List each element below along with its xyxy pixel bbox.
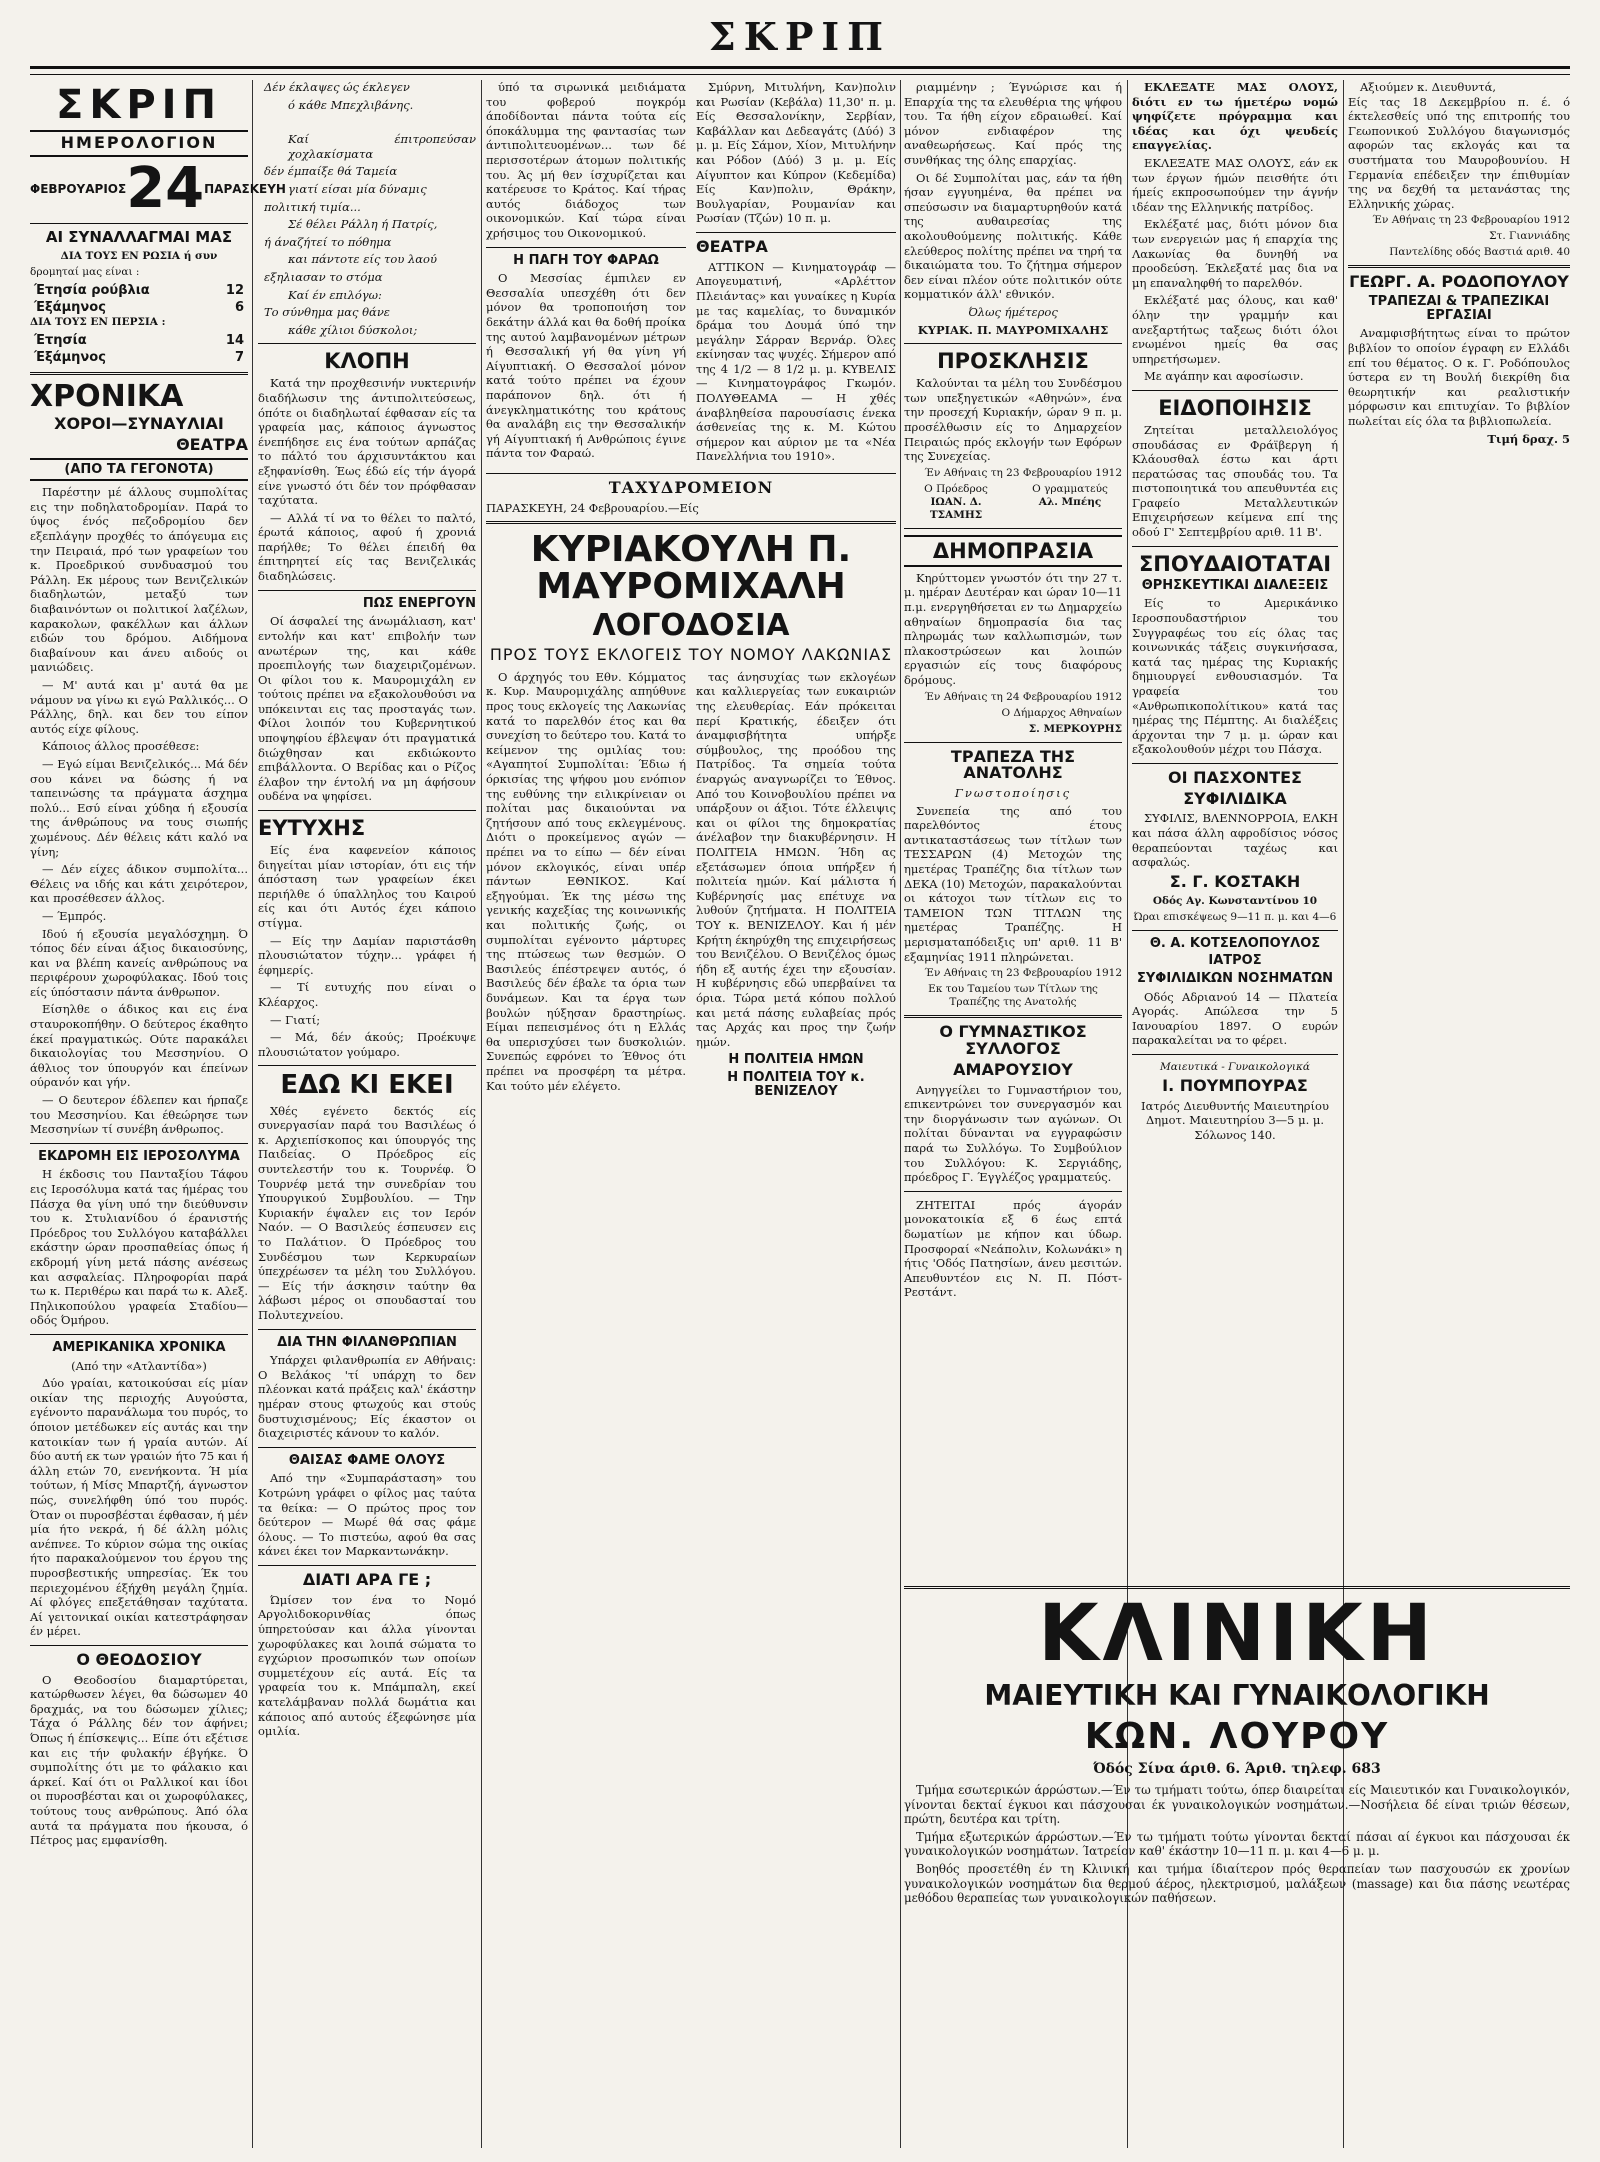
- divider: [30, 1334, 248, 1335]
- pomp-head: Μαιευτικά - Γυναικολογικά: [1160, 1060, 1310, 1073]
- headline-syfil: ΣΥΦΙΛΙΔΙΚΑ: [1183, 788, 1287, 808]
- logo-sub: ΗΜΕΡΟΛΟΓΙΟΝ: [30, 130, 248, 157]
- article-paragraph: Είς ένα καφενείον κάποιος διηγείται μίαν ιστορίαν, ότι εις τήν άπόσταση των γραφείων έκει περιήλθε ό ύπαλληλος του Καιρού είς και ότι Αυτός έχει κάποιο στίγμα.: [258, 843, 476, 931]
- column-divider: [481, 80, 482, 2148]
- poem-line: ή άναζήτεί το πόθημα: [264, 234, 392, 249]
- sub-column: [486, 80, 686, 467]
- article-paragraph: Είσηλθε ο άδικος και εις ένα σταυροκοπήθην. Ο δεύτερος έκαθητο έκεί πραγματικώς. Ούτε παρακάλει δικαιολογίας του Μεσσηνίου. Ο άθλιος τον ύπουργόν και έπείνων ούρανόν και γήν.: [30, 1002, 248, 1090]
- logo: ΣΚΡΙΠ: [56, 82, 222, 128]
- column-2: [258, 80, 476, 2148]
- headline-kots: Θ. Α. ΚΟΤΣΕΛΟΠΟΥΛΟΣ: [1149, 935, 1321, 951]
- divider: [904, 742, 1122, 743]
- headline-tachy: ΤΑΧΥΔΡΟΜΕΙΟΝ: [608, 478, 774, 498]
- day-number: 24: [126, 155, 205, 221]
- headline-eido: ΕΙΔΟΠΟΙΗΣΙΣ: [1158, 395, 1312, 420]
- article-paragraph: — Γιατί;: [270, 1012, 321, 1027]
- article-paragraph: Κατά την προχθεσινήν νυκτερινήν διαδήλωσιν της άντιπολιτεύσεως, όπότε οι διαδηλωταί έφθασαν είς τα γραφεία μας, κάποιος άγνωστος ένεπήδησε εις ένα τούτων αρπάζας το πάλτό του άρχισυντάκτου και εξηφανίσθη. Έως έδώ είς τήν άγορά είνε γνωστό ότι δέν τον πρόφθασαν ταχύτατα.: [258, 376, 476, 508]
- article-paragraph: Οδός Αδριανού 14 — Πλατεία Αγοράς. Απώλεσα την 5 Ιανουαρίου 1897. Ο ευρών παρακαλείται να το φέρει.: [1132, 989, 1338, 1048]
- headline-logodosia: ΛΟΓΟΔΟΣΙΑ: [592, 607, 790, 643]
- headline-gym: Ο ΓΥΜΝΑΣΤΙΚΟΣ ΣΥΛΛΟΓΟΣ: [939, 1022, 1087, 1059]
- headline-geor: ΓΕΩΡΓ. Α. ΡΟΔΟΠΟΥΛΟΥ: [1349, 272, 1569, 292]
- divider: [30, 223, 248, 224]
- headline-theodosiou: Ο ΘΕΟΔΟΣΙΟΥ: [76, 1649, 202, 1669]
- divider: [904, 528, 1122, 529]
- article-paragraph: Είς το Αμερικάνικο Ιεροσπουδαστήριον του Συγγραφέως του είς όλας τας κοινωνικάς τάξεις συγκινήσασα, κατά τας ημέρας της Κυριακής δημιουργεί ενθουσιασμόν. Τα γραφεία του «Ανθρωπικοπολίτικου» κατά τας ημέρας της Πέμπτης. Αι διαλέξεις άρχονται την 7 μ. μ. ώραν και εξακολουθούν μέχρι του Πάσχα.: [1132, 596, 1338, 757]
- headline-pros: ΠΡΟΣ ΤΟΥΣ ΕΚΛΟΓΕΙΣ ΤΟΥ ΝΟΜΟΥ ΛΑΚΩΝΙΑΣ: [489, 644, 893, 664]
- signature-name: ΚΥΡΙΑΚ. Π. ΜΑΥΡΟΜΙΧΑΛΗΣ: [917, 322, 1109, 337]
- poem-line: Το σύνθημα μας θάνε: [264, 305, 390, 320]
- article-paragraph: Οί άσφαλεί της άνωμάλιαση, κατ' εντολήν και κατ' επιβολήν των ανωτέρων της, και κάθε προεπιλογής των διαχειριζομένων. Οι φίλοι του κ. Μαυρομιχάλη εν τούτοις πρέπει να εξακολουθούσι να υπόκεινται εις τας προσταγάς των. Φίλοι λοιπόν του Κυβερνητικού υποψηφίου έβλεψαν ότι πραγματικά διώχθησαν και εκδιώκοντο επιβάλλοντα. Ο Βερίδας και ο Ρίζος έλαβον την έντολή να μη άφήσουν ουδένα να ψηφίσει.: [258, 614, 476, 804]
- rate-value: 14: [225, 332, 244, 348]
- clinic-ad: [904, 1580, 1570, 1909]
- divider: [258, 1329, 476, 1330]
- rate-label: Έξάμηνος: [34, 299, 106, 315]
- rate-row: [30, 349, 248, 366]
- headline-spoud: ΣΠΟΥΔΑΙΟΤΑΤΑΙ: [1138, 551, 1332, 576]
- sig-name: ΙΩΑΝ. Δ. ΤΣΑΜΗΣ: [929, 495, 983, 521]
- sub-column: [696, 670, 896, 1102]
- subhead-venizelou: Η ΠΟΛΙΤΕΙΑ ΤΟΥ κ. ΒΕΝΙΖΕΛΟΥ: [727, 1069, 865, 1099]
- price-line: Τιμή δραχ. 5: [1487, 431, 1570, 446]
- article-paragraph: Χθές εγένετο δεκτός είς συνεργασίαν παρά του Βασιλέως ό κ. Αρχιεπίσκοπος και ύπουργός της Παιδείας. Ο Πρόεδρος είς συντελεστήν του κ. Τουρνέφ. Ό Τουρνέφ μετά την συνεδρίαν του Υπουργικού Συμβουλίου. — Την Κυριακήν έψαλεν εις τον Ιερόν Ναόν. — Ο Βασιλεύς έσπευσεν εις το Παλάτιον. Ό Πρόεδρος του Συνδέσμου των Κερκυραίων ύπεχρέωσεν τα μέλη του Συλλόγου. — Είς τήν άσκησιν ταύτην θα λάβωσι μέρος οι σπουδασταί του Πολυτεχνείου.: [258, 1103, 476, 1322]
- sig-name: Στ. Γιαννιάδης: [1489, 230, 1570, 243]
- signatures: [904, 483, 1122, 522]
- poem-line: ό κάθε Μπεχλιβάνης.: [288, 97, 414, 112]
- divider: [30, 1645, 248, 1646]
- article-paragraph: Οι δέ Συμπολίται μας, εάν τα ήθη ήσαν εγγυημένα, θα πρέπει να σπεύσωσιν να διαμαρτυρηθούν κατά της αυθαιρεσίας της ακολουθούμενης πολιτικής. Κάθε ελεύθερος πολίτης πρέπει να τηρή τα δικαιώματα του. Το ζήτημα σήμερον δεν είναι πλέον ούτε πολιτικόν ούτε κομματικόν άλλ' εθνικόν.: [904, 170, 1122, 302]
- article-paragraph: Αξιούμεν κ. Διευθυντά, Είς τας 18 Δεκεμβρίου π. έ. ό έκτελεσθείς υπό της επιτροπής του Γεωπονικού Συλλόγου διαγωνισμός αφορών τας εκλογάς και τα συστήματα του Μαυροβουνίου. Η Γερμανία επέδειξεν την έπιθυμίαν της να δεχθή τα μετανάστας της Ελληνικής χώρας.: [1348, 80, 1570, 211]
- top-two-column: [486, 80, 896, 467]
- article-paragraph: — Αλλά τί να το θέλει το παλτό, έρωτά κάποιος, αφού ή χρονιά παρήλθε; Το θέλει έπειδή θα έπιτηρητεί είς τας Βενιζελικάς διαδηλώσεις.: [258, 510, 476, 584]
- article-paragraph: Ώμίσεν τον ένα το Νομό Αργολιδοκορινθίας όπως ύπηρετούσαν και άλλα γίνονται χωροφύλακες και λοιπά σώματα το εγχώριον προσωπικόν των οποίων συμμετέχουν είς αυτά. Είς τα γραφεία του κ. Μπάμπαλη, εκεί κατελάμβαναν πολλά δωμάτια και κάποιος από αυτούς έξεφώνησε μία ομιλία.: [258, 1592, 476, 1739]
- article-paragraph: ΕΚΛΕΞΑΤΕ ΜΑΣ ΟΛΟΥΣ, εάν εκ των έργων ήμών πεισθήτε ότι ήμείς εκπροσωπούμεν την άγνήν ιδέαν της Ελληνικής πατρίδος.: [1132, 155, 1338, 214]
- poem-line: πολιτική τιμία...: [264, 199, 361, 214]
- hours-line: Ώραι επισκέψεως 9—11 π. μ. και 4—6: [1133, 910, 1337, 923]
- sig-block: [904, 483, 1008, 522]
- column-5: [1132, 80, 1338, 1562]
- poem-line: κάθε χίλιοι δύσκολοι;: [288, 322, 418, 337]
- column-4: [904, 80, 1122, 1562]
- address-line: Οδός Αγ. Κωνσταντίνου 10: [1152, 894, 1318, 907]
- article-paragraph: Η έκδοσις του Πανταξίου Τάφου εις Ιεροσόλυμα κατά τας ήμέρας του Πάσχα θα γίνη υπό την διεύθυνσιν του κ. Στυλιανίδου ό έρανιστής Πρόεδρος του Συλλόγου καταβάλλει εκάστην ώραν προσπαθείας όπως ή εκδρομή γίνη μετά πάσης ανέσεως και ασφαλείας. Πληροφορίαι παρά τω κ. Περιθέρω και παρά τω κ. Αλεξ. Πηλικοπούλου γραφεία Σταδίου—οδός Όμήρου.: [30, 1167, 248, 1328]
- column-divider: [252, 80, 253, 2148]
- article-paragraph: — Μ' αυτά και μ' αυτά θα με νάμουν να γίνω κι εγώ Ραλλικός... Ο Ράλλης, δηλ. και δεν του είπον αυτός είχε φίλους.: [30, 678, 248, 736]
- weekday: ΠΑΡΑΣΚΕΥΗ: [204, 181, 286, 196]
- article-paragraph: Ζητείται μεταλλειολόγος σπουδάσας εν Φράϊβεργη ή Κλάουσθαλ έστω και άρτι περατώσας τας σπουδάς του. Τα πιστοποιητικά του απευθυντέα εις Γραφείο Μεταλλευτικών Επιχειρήσεων κείμενα επί της οδού Γ' Σεπτεμβρίου αριθ. 11 Β'.: [1132, 422, 1338, 540]
- article-paragraph: Δύο γραίαι, κατοικούσαι είς μίαν οικίαν της περιοχής Αυγούστα, εγένοντο παρανάλωμα του πυρός, το όποιον μετέδωκεν είς αυτάς και την κατοικίαν των ή γραία αυτών. Αί δύο αυτή εκ των γραιών ήτο 75 και ή άλλη ετών 70, ενενήκοντα. Ή μία τούτων, ή Μίσς Μπαρτζή, άγνωστον πώς, συνελήφθη ύπό του πυρός. Όταν οι πυροσβέσται έφθασαν, ή μέν μία ήτο νεκρά, ή δέ άλλη μόλις ανέπνεε. Το κύριον σώμα της οικίας ήτο παρακαλούμενον του έργου της πυροσβεστικής υπηρεσίας. Έκ του περιεχομένου έξήχθη μεγάλη ζημία. Αί φλόγες επεξετάθησαν ταχύτατα. Αί γειτονικαί οικίαι κατεστράφησαν έν μέρει.: [30, 1376, 248, 1639]
- headline-spoud2: ΘΡΗΣΚΕΥΤΙΚΑΙ ΔΙΑΛΕΞΕΙΣ: [1141, 577, 1329, 593]
- article-paragraph: Από την «Συμπαράσταση» του Κοτρώνη γράφει ο φίλος μας ταύτα τα θείκα: — Ο πρώτος προς τον δεύτερον — Μωρέ θά σας φάμε όλους. — Το πιστεύω, αφού θα σας κάνει έκει τον Μαρκαντωνάκην.: [258, 1471, 476, 1559]
- article-paragraph: Καλούνται τα μέλη του Συνδέσμου των υπεξηγετικών «Αθηνών», ένα την προσεχή Κυριακήν, ώραν 9 π. μ. προσέλθωσιν είς το Δημαρχείον Πειραιώς πρός εκλογήν των Εφόρων της Συνεχείας.: [904, 376, 1122, 464]
- headline-kots-sub2: ΣΥΦΙΛΙΔΙΚΩΝ ΝΟΣΗΜΑΤΩΝ: [1137, 970, 1333, 986]
- article-paragraph: ΑΤΤΙΚΟΝ — Κινηματογράφ — Απογευματινή, «Αρλέττον Πλειάντας» και γυναίκες η Κυρία με τας καμελίας, το δυναμικόν δράμα του Δουμά ύπό την μεγάλην Σάρραν Βερνάρ. Όλες εκίνησαν τας ψυχές. Σήμερον από της 4 1/2 — 8 1/2 μ. μ. ΚΥΒΕΛΙΣ — Κινηματογράφος Γκωμόν. ΠΟΛΥΘΕΑΜΑ — Η χθές άναβληθείσα παρουσίασις ένεκα άσθενείας της κ. Μ. Κώτου σήμερον και αύριον με τα «Νέα Πανελλήνια του 1910».: [696, 259, 896, 464]
- section-title-chronika: ΧΡΟΝΙΚΑ: [30, 378, 184, 414]
- headline-prosk: ΠΡΟΣΚΛΗΣΙΣ: [937, 349, 1089, 374]
- article-paragraph: ύπό τα σιρωνικά μειδιάματα του φοβερού πογκρόμ άποδίδονται πάντα τούτα είς όποκάλυμμα της φαντασίας των άντιπολιτευομένων... των δέ περισσοτέρων άτομων πολιτικής του. Άς μή θεν ίσχυρίζεται και κατέρευσε το Κράτος. Καί τήρας αυτός διάδοχος των οικονομικών. Καί τώρα είναι χρήσιμος του Οικονομικού.: [486, 80, 686, 240]
- masthead-rule: [30, 74, 1570, 75]
- headline-pomp: Ι. ΠΟΥΜΠΟΥΡΑΣ: [1162, 1075, 1308, 1095]
- article-paragraph: ΕΚΛΕΞΑΤΕ ΜΑΣ ΟΛΟΥΣ, διότι εν τω ήμετέρω νομώ ψηφίζετε πρόγραμμα και ιδέας και όχι ψευδείς επαγγελίας.: [1132, 80, 1338, 153]
- masthead-title: ΣΚΡΙΠ: [708, 14, 892, 59]
- rate-value: 7: [234, 349, 244, 365]
- article-paragraph: Εκλέξατέ μας όλους, και καθ' όλην την γραμμήν και ανεξαρτήτως ταξεως διότι όλοι ενωμένοι ημείς θα σας υπηρετήσωμεν.: [1132, 293, 1338, 366]
- sig-name: Σ. ΜΕΡΚΟΥΡΗΣ: [1028, 722, 1122, 735]
- poem-line: και πάντοτε είς του λαού: [288, 252, 437, 267]
- divider: [904, 1015, 1122, 1018]
- headline-ekdromi: ΕΚΔΡΟΜΗ ΕΙΣ ΙΕΡΟΣΟΛΥΜΑ: [38, 1148, 240, 1164]
- sub-column: [696, 80, 896, 467]
- rate-label: Έξάμηνος: [34, 349, 106, 365]
- divider: [696, 232, 896, 233]
- article-paragraph: Ο Μεσσίας έμπιλεν εν Θεσσαλία υπεσχέθη ότι δεν μόνον θα τροποποιήση τον δεκάτην άλλά και θα δοθή προίκα της αυτού λαμβανομένων μέτρων ή Θεσσαλική γή θα γίνη γή Αίγυπτιακή. Ο Θεσσαλοί μόνον κατά τούτο πρέπει να έχουν παράπονον δηλ. ότι ή άνεγκληματικότης του κράτους θα αναλάβη εις την Θεσσαλικήν γή Αίγυπτιακή ή Ανθρώποις έγινε πάντα τον Φαραώ.: [486, 271, 686, 461]
- divider: [1132, 763, 1338, 764]
- poem-line: Σέ θέλει Ράλλη ή Πατρίς,: [288, 217, 438, 232]
- poem-line: [258, 115, 476, 129]
- rate-row: [30, 299, 248, 316]
- clinic-owner: ΚΩΝ. ΛΟΥΡΟΥ: [1084, 1716, 1390, 1757]
- address-line: Παντελίδης οδός Βαστιά αριθ. 40: [1389, 246, 1570, 259]
- date-line: Έν Αθήναις τη 23 Φεβρουαρίου 1912: [924, 466, 1122, 479]
- article-paragraph: Ιδού ή εξουσία μεγαλόσχημη. Ό τόπος δέν είναι άξιος δικαιοσύνης, και να βλέπη κανείς ανθρώπους να περιφέρουν χωροφύλακας. Ιδού τοις είς ύπόστασιν πάντα άνθρωπον.: [30, 926, 248, 999]
- section-title-choroi: ΧΟΡΟΙ—ΣΥΝΑΥΛΙΑΙ: [54, 414, 224, 434]
- sig-role: Ο Δήμαρχος Αθηναίων: [1001, 706, 1122, 719]
- rates-sub-b: δρομηταί μας είναι :: [30, 265, 140, 278]
- masthead: [30, 8, 1570, 69]
- divider: [258, 1447, 476, 1448]
- poem-line: Δέν έκλαψες ώς έκλεγεν: [264, 80, 410, 94]
- rate-label: Έτησία: [34, 332, 87, 348]
- divider: [1132, 1054, 1338, 1055]
- divider: [258, 1565, 476, 1566]
- tachy-line: ΠΑΡΑΣΚΕΥΗ, 24 Φεβρουαρίου.—Είς: [486, 500, 699, 515]
- article-paragraph: Ανηγγείλει το Γυμναστήριον του, επικεντρώνει τον συνεργασμόν και την διοργάνωσιν των αγώνων. Οι πολίται δύνανται να εγγραφώσιν παρά τω Συλλόγω. Το Συμβούλιον του Συλλόγου: Κ. Σεργιάδης, πρόεδρος Γ. Έγγλέζος γραμματεύς.: [904, 1082, 1122, 1185]
- section-title-theatra: ΘΕΑΤΡΑ: [176, 434, 248, 454]
- divider: [486, 247, 686, 248]
- headline-kost: Σ. Γ. ΚΟΣΤΑΚΗ: [1169, 871, 1301, 891]
- signature-line: Όλως ήμέτερος: [968, 304, 1058, 319]
- article-paragraph: — Εγώ είμαι Βενιζελικός... Μά δέν σου κάνει να δώσης ή να ταπεινώσης τα πράγματα άσχημα πολύ... Εσύ είναι χύδηα ή εξουσία της άνθρώπους να τους σιωπής χωμένους. Δέν θέλεις κάτι καλό να γίνη;: [30, 756, 248, 859]
- poem-line: γιατί είσαι μία δύναμις: [288, 181, 427, 196]
- article-paragraph: Συνεπεία της από του παρελθόντος έτους αντικαταστάσεως των τίτλων των ΤΕΣΣΑΡΩΝ (4) Μετοχών της ημετέρας Τραπέζης δια τίτλων των ΔΕΚΑ (10) Μετοχών, παρακαλούνται οι κάτοχοι των τίτλων εις το ΤΑΜΕΙΟΝ ΤΩΝ ΤΙΤΛΩΝ της ημετέρας Τραπέζης. Η μερισματαπόδειξις υπ' αριθ. 11 Β' εξαμηνίας 1911 πληρώνεται.: [904, 803, 1122, 964]
- headline-klopi: ΚΛΟΠΗ: [324, 349, 410, 374]
- headline-pasx: ΟΙ ΠΑΣΧΟΝΤΕΣ: [1168, 767, 1302, 787]
- divider: [486, 473, 896, 474]
- divider: [904, 343, 1122, 344]
- article-paragraph: ΣΥΦΙΛΙΣ, ΒΛΕΝΝΟΡΡΟΙΑ, ΕΛΚΗ και πάσα άλλη αφροδίσιος νόσος θεραπεύονται ταχέως και ασφαλώς.: [1132, 811, 1338, 870]
- poem-line: δέν έμπαίξε θά Ταμεία: [264, 164, 398, 179]
- divider: [30, 372, 248, 375]
- column-divider: [900, 80, 901, 2148]
- rates-head: ΑΙ ΣΥΝΑΛΛΑΓΜΑΙ ΜΑΣ: [45, 227, 233, 246]
- lower-two-column: [486, 670, 896, 1102]
- poem-line: Καί έπιτροπεύσαν χοχλακίσματα: [288, 132, 476, 161]
- headline-trap: ΤΡΑΠΕΖΑ ΤΗΣ ΑΝΑΤΟΛΗΣ: [950, 746, 1076, 783]
- headline-kots-sub: ΙΑΤΡΟΣ: [1208, 953, 1262, 969]
- article-paragraph: Βοηθός προσετέθη έν τη Κλινική και τμήμα ίδιαίτερον πρός θεραπείαν των πασχουσών εκ χρονίων γυναικολογικών νοσημάτων δια θερμού άέρος, ηλεκτρισμού, μαλάξεων (massage) και δια πάσης νεωτέρας μεθόδου θεραπείας των γυναικολογικών παθήσεων.: [904, 1861, 1570, 1906]
- headline-dia: ΔΙΑ ΤΗΝ ΦΙΛΑΝΘΡΩΠΙΑΝ: [277, 1334, 457, 1350]
- article-paragraph: Ιατρός Διευθυντής Μαιευτηρίου Δημοτ. Μαιευτηρίου 3—5 μ. μ. Σόλωνος 140.: [1141, 1098, 1329, 1142]
- clinic-subtitle: ΜΑΙΕΥΤΙΚΗ ΚΑΙ ΓΥΝΑΙΚΟΛΟΓΙΚΗ: [984, 1679, 1490, 1712]
- rates-sub: ΔΙΑ ΤΟΥΣ ΕΝ ΡΩΣΙΑ ή συν: [60, 249, 218, 262]
- trap-sub: Γνωστοποίησις: [954, 786, 1072, 801]
- article-paragraph: — Μά, δέν άκούς; Προέκυψε πλουσιώτατον γούμαρο.: [258, 1030, 476, 1059]
- poem-line: εξηλιασαν το στόμα: [264, 269, 383, 284]
- poem: [258, 80, 476, 337]
- divider: [1132, 546, 1338, 547]
- article-paragraph: — Δέν είχες άδικον συμπολίτα... Θέλεις να ιδής και κάτι χειρότερον, και προσέθεσεν άλλος.: [30, 862, 248, 906]
- headline-diati: ΔΙΑΤΙ ΑΡΑ ΓΕ ;: [302, 1570, 432, 1589]
- headline-big: ΚΥΡΙΑΚΟΥΛΗ Π. ΜΑΥΡΟΜΙΧΑΛΗ: [530, 529, 852, 608]
- headline-thaisas: ΘΑΙΣΑΣ ΦΑΜΕ ΟΛΟΥΣ: [288, 1452, 446, 1468]
- headline-pos: ΠΩΣ ΕΝΕΡΓΟΥΝ: [362, 595, 476, 611]
- article-paragraph: Τμήμα εξωτερικών άρρώστων.—Έν τω τμήματι τούτω γίνονται δεκταί πάσαι αί έγκυοι και πάσχουσαι έκ γυναικολογικών νοσημάτων. Ίατρείον καθ' έκάστην 10—11 π. μ. και 4—6 μ. μ.: [904, 1829, 1570, 1859]
- article-paragraph: Ο Θεοδοσίου διαμαρτύρεται, κατώρθωσεν λέγει, θα δώσωμεν 40 δραχμάς, να του δώσωμεν χίλιες; Τάχα ό Ράλλης δέν τον άφήνει; Όπως ή έπίσκεψις... Είπε ότι εξέτισε και εις τήν φυλακήν έβγήκε. Ό συμπολίτης ότι με το φάλακιο και άρκεί. Καί ότι οι Ραλλικοί και ίδοι οι πυροσβέσται και οι χωροφύλακες, τούτους τους ανθρώπους. Άπό όλα αυτά τα πράγματα που ήκουσα, ό Πέτρος μας εμφανίσθη.: [30, 1672, 248, 1848]
- article-paragraph: ΖΗΤΕΙΤΑΙ πρός άγοράν μονοκατοικία εξ 6 έως επτά δωματίων με κήπον και ύδωρ. Προσφοραί «Νεάπολιν, Κολωνάκι» η ήτις 'Οδός Πατησίων, άνευ μεσιτών. Απευθυντέον εις Ν. Π. Πόστ-Ρεστάντ.: [904, 1197, 1122, 1300]
- headline-dim: ΔΗΜΟΠΡΑΣΙΑ: [904, 535, 1122, 567]
- divider: [1132, 390, 1338, 391]
- article-paragraph: Παρέστην μέ άλλους συμπολίτας εις την ποδηλατοδρομίαν. Παρά το ύψος ένός πεζοδρομίου δεν εξεπλάγην προχθές το άπόγευμα εις την Πειραιά, πρό των γραφείων του κ. Προεδρικού συνδυασμού του Ράλλη. Εκ μέρους των Βενιζελικών διαδηλωτών, μεταξύ των διαβαινόντων οι πολιτικοί λαζέλων, καρακολων, φακέλλων και άλλων ειδών του δρόμου. Αιδήμονα διαβαίνουν και άνευ αιδούς οι μανιώδεις.: [30, 485, 248, 675]
- rate-label: Έτησία ρούβλια: [34, 282, 150, 298]
- sub-column: [486, 670, 686, 1102]
- headline-gym2: ΑΜΑΡΟΥΣΙΟΥ: [953, 1059, 1073, 1079]
- divider: [1132, 930, 1338, 931]
- column-6: [1348, 80, 1570, 1562]
- date-line: Έν Αθήναις τη 24 Φεβρουαρίου 1912: [924, 690, 1122, 703]
- divider: [258, 343, 476, 344]
- article-paragraph: Τμήμα εσωτερικών άρρώστων.—Έν τω τμήματι τούτω, όπερ διαιρείται είς Μαιευτικόν και Γυναικολογικόν, γίνονται δεκταί έγκυοι και πάσχουσαι έκ γυναικολογικών νοσημάτων.—Νοσήλεια δέ είναι τριών θέσεων, πρώτη, δευτέρα και τρίτη.: [904, 1783, 1570, 1827]
- headline-eutyxis: ΕΥΤΥΧΗΣ: [258, 816, 366, 841]
- rate-value: 6: [234, 299, 244, 315]
- clinic-address: Όδός Σίνα άριθ. 6. Άριθ. τηλεφ. 683: [1093, 1761, 1381, 1777]
- sig-role: Ο γραμματεύς: [1032, 482, 1108, 495]
- headline-geor-sub: ΤΡΑΠΕΖΑΙ & ΤΡΑΠΕΖΙΚΑΙ ΕΡΓΑΣΙΑΙ: [1368, 294, 1550, 323]
- sig-role: Εκ του Ταμείου των Τίτλων της Τραπέζης της Ανατολής: [928, 983, 1098, 1009]
- sig-name: Αλ. Μπέης: [1038, 495, 1102, 508]
- divider: [904, 1191, 1122, 1192]
- month: ΦΕΒΡΟΥΑΡΙΟΣ: [30, 181, 127, 196]
- headline-amerikanika: ΑΜΕΡΙΚΑΝΙΚΑ ΧΡΟΝΙΚΑ: [52, 1339, 226, 1355]
- article-paragraph: Με αγάπην και αφοσίωσιν.: [1144, 369, 1304, 384]
- section-title-apo: (ΑΠΟ ΤΑ ΓΕΓΟΝΟΤΑ): [30, 458, 248, 482]
- headline-pagi: Η ΠΑΓΗ ΤΟΥ ΦΑΡΑΩ: [513, 252, 659, 268]
- article-paragraph: — Είς την Δαμίαν παριστάσθη πλουσιώτατον τύχην... γράφει ή έφημερίς.: [258, 933, 476, 977]
- article-paragraph: Κάποιος άλλος προσέθεσε:: [42, 739, 200, 754]
- rate-value: 12: [225, 282, 244, 298]
- sig-block: [1018, 483, 1122, 522]
- column-1: [30, 80, 286, 2148]
- rates-sub2: ΔΙΑ ΤΟΥΣ ΕΝ ΠΕΡΣΙΑ :: [30, 315, 166, 328]
- poem-line: Καί έν επιλόγω:: [288, 287, 382, 302]
- article-paragraph: Κηρύττομεν γνωστόν ότι την 27 τ. μ. ημέραν Δευτέραν και ώραν 10—11 π.μ. ενεργηθήσεται εν τω Δημαρχείω αθηναίων δημοπρασία δια τας πληρωμάς των καλλωπισμών, των πλακοστρώσεων και λοιπών εργασιών είς τους διαφόρους δρόμους.: [904, 570, 1122, 687]
- divider: [258, 810, 476, 811]
- rate-row: [30, 282, 248, 299]
- headline-edo: ΕΔΩ ΚΙ ΕΚΕΙ: [280, 1070, 454, 1101]
- rate-row: [30, 332, 248, 349]
- divider: [258, 1065, 476, 1066]
- clinic-title: ΚΛΙΝΙΚΗ: [1038, 1589, 1436, 1679]
- article-paragraph: — Ο δευτερον έδλεπεν και ήρπαζε του Μεσσηνίου. Και έθεώρησε των Μεσσηνίων τί συνέβη άνθρωπος.: [30, 1093, 248, 1137]
- divider: [258, 590, 476, 591]
- article-paragraph: Ο άρχηγός του Εθν. Κόμματος κ. Κυρ. Μαυρομιχάλης απηύθυνε προς τους εκλογείς της Λακωνίας κατά το παρελθόν έτος και θα συνεχίση το δεύτερο του. Κατά το κείμενον της ομιλίας του: «Αγαπητοί Συμπολίται: Έδιω ή όρκισίας της ψήφου μου ενόπιον της ευθύνης την ειλικρίνειαν οι πολίται μας δικαιούνται να ζητήσουν από τους εκλεγμένους. Διότι ο προκείμενος αγών — πρέπει να το είπω — δέν είναι μόνον εκλογικός, είναι υπέρ πάντων ΕΘΝΙΚΟΣ. Καί εξηγούμαι. Έκ της μέσω της γενικής καχεξίας της κοινωνικής και πολιτικής ζωής, οι συμπολίται εγένοντο μάρτυρες της πτώσεως των θεσμών. Ο Βασιλεύς έπέστρεψεν αυτός, ό Βασιλεύς δέν έβαλε τα όρια των δυνάμεων. Και τα έργα των βουλών ηύξησαν δραστηρίως. Είμαι πεπεισμένος ότι η Ελλάς θα υπερισχύσει των δυσκολιών. Συνεπώς εφρόνει το Έθνος ότι πρέπει να προσφέρη τα μέτρα. Και τούτο μέν ελέγετο.: [486, 669, 686, 1093]
- date-line: Έν Αθήναις τη 23 Φεβρουαρίου 1912: [1372, 214, 1570, 227]
- divider: [1348, 265, 1570, 268]
- divider: [30, 1143, 248, 1144]
- article-source: (Από την «Ατλαντίδα»): [71, 1358, 207, 1373]
- headline-theatra: ΘΕΑΤΡΑ: [696, 236, 768, 256]
- divider: [486, 521, 896, 524]
- article-paragraph: ριαμμένην ; Έγνώρισε και ή Επαρχία της τα ελευθέρια της ψήφου του. Τα ήθη είχον εδραιωθεί. Καί μόνον ενδιαφέρον της αναθεωρήσεως. Καί πρός της συνθήκας της όλης επαρχίας.: [904, 80, 1122, 167]
- date-line: Έν Αθήναις τη 23 Φεβρουαρίου 1912: [924, 967, 1122, 980]
- date-bar: [30, 155, 286, 221]
- article-paragraph: — Τί ευτυχής που είναι ο Κλέαρχος.: [258, 980, 476, 1010]
- sig-role: Ο Πρόεδρος: [924, 482, 988, 495]
- subhead-politeia: Η ΠΟΛΙΤΕΙΑ ΗΜΩΝ: [728, 1052, 864, 1068]
- article-paragraph: — Έμπρός.: [42, 908, 107, 923]
- article-paragraph: τας άνησυχίας των εκλογέων και καλλιεργείας των ευκαιριών της ελευθερίας. Εάν πρόκειται περί Κρατικής, έδειξεν ότι άναμφισβήτητα υπήρξε σύμβουλος, της προόδου της Πατρίδος. Τα σημεία τούτα έναργώς αναγνωρίζει το Έθνος. Από του Κοινοβουλίου πρέπει να υπάρξουν οι άξιοι. Τότε έλλειψις και οι φίλοι της δημοκρατίας άνέλαβον την διακυβέρνησιν. Η ΠΟΛΙΤΕΙΑ ΗΜΩΝ. Ήδη ας εξετάσωμεν όποια υπήρξεν ή πολιτεία ημών. Καί μάλιστα ή Κυβέρνησίς μας επέτυχε να λυθούν ζητήματα. Η ΠΟΛΙΤΕΙΑ ΤΟΥ κ. ΒΕΝΙΖΕΛΟΥ. Και ή μέν Κρήτη έκηρύχθη της επιχειρήσεως του Βενιζέλου. Ο Βενιζέλος όμως ήδη εξ αυτής έχει την εξουσίαν. Η κυβέρνησις εδώ υπερβαίνει τα όρια. Τώρα μετά κόπου πολλού και μετά πάσης ευλαβείας πρός τας Αρχάς και προς την ζωήν ημών.: [696, 669, 896, 1049]
- article-paragraph: Σμύρνη, Μιτυλήνη, Καν)πολιν και Ρωσίαν (Κεβάλα) 11,30' π. μ. Είς Θεσσαλονίκην, Σερβίαν, Καβάλλαν και Δεδεαγάτς (Δύό) 3 μ. μ. Είς Σάμον, Χίον, Μιτυλήνην και Ρόδον (Δύό) 3 μ. μ. Είς Αίγυπτον και Κύπρον (Κεδεμίδα) Είς Καν)πολιν, Θράκην, Βουλγαρίαν, Ρουμανίαν και Ρωσίαν (Τζών) 10 π. μ.: [696, 80, 896, 226]
- column-3: [486, 80, 896, 2148]
- article-paragraph: Υπάρχει φιλανθρωπία εν Αθήναις: Ο Βελάκος 'τί υπάρχη το δεν πλέονκαι κατά πράξεις καλ' έκάστην ημέραν στους φτωχούς και στούς δυστυχισμένους; Είς έκαστον οι διαχειριστές κάνουν το καλόν.: [258, 1353, 476, 1441]
- article-paragraph: Αναμφισβήτητως είναι το πρώτον βιβλίον το οποίον έγραφη εν Ελλάδι επί του θέματος. Ο κ. Γ. Ροδόπουλος ύστερα εν τη Βουλή διεκρίθη δια θεωρητικήν και ρεαλιστικήν μόρφωσιν και επιτυχίαν. Το βιβλίον πωλείται είς όλα τα βιβλιοπωλεία.: [1348, 326, 1570, 428]
- article-paragraph: Εκλέξατέ μας, διότι μόνον δια των ενεργειών μας ή επαρχία της Λακωνίας θα δυνηθή να προοδεύση. Έκλεξατέ μας δια να μη επαναληφθή το παρελθόν.: [1132, 217, 1338, 290]
